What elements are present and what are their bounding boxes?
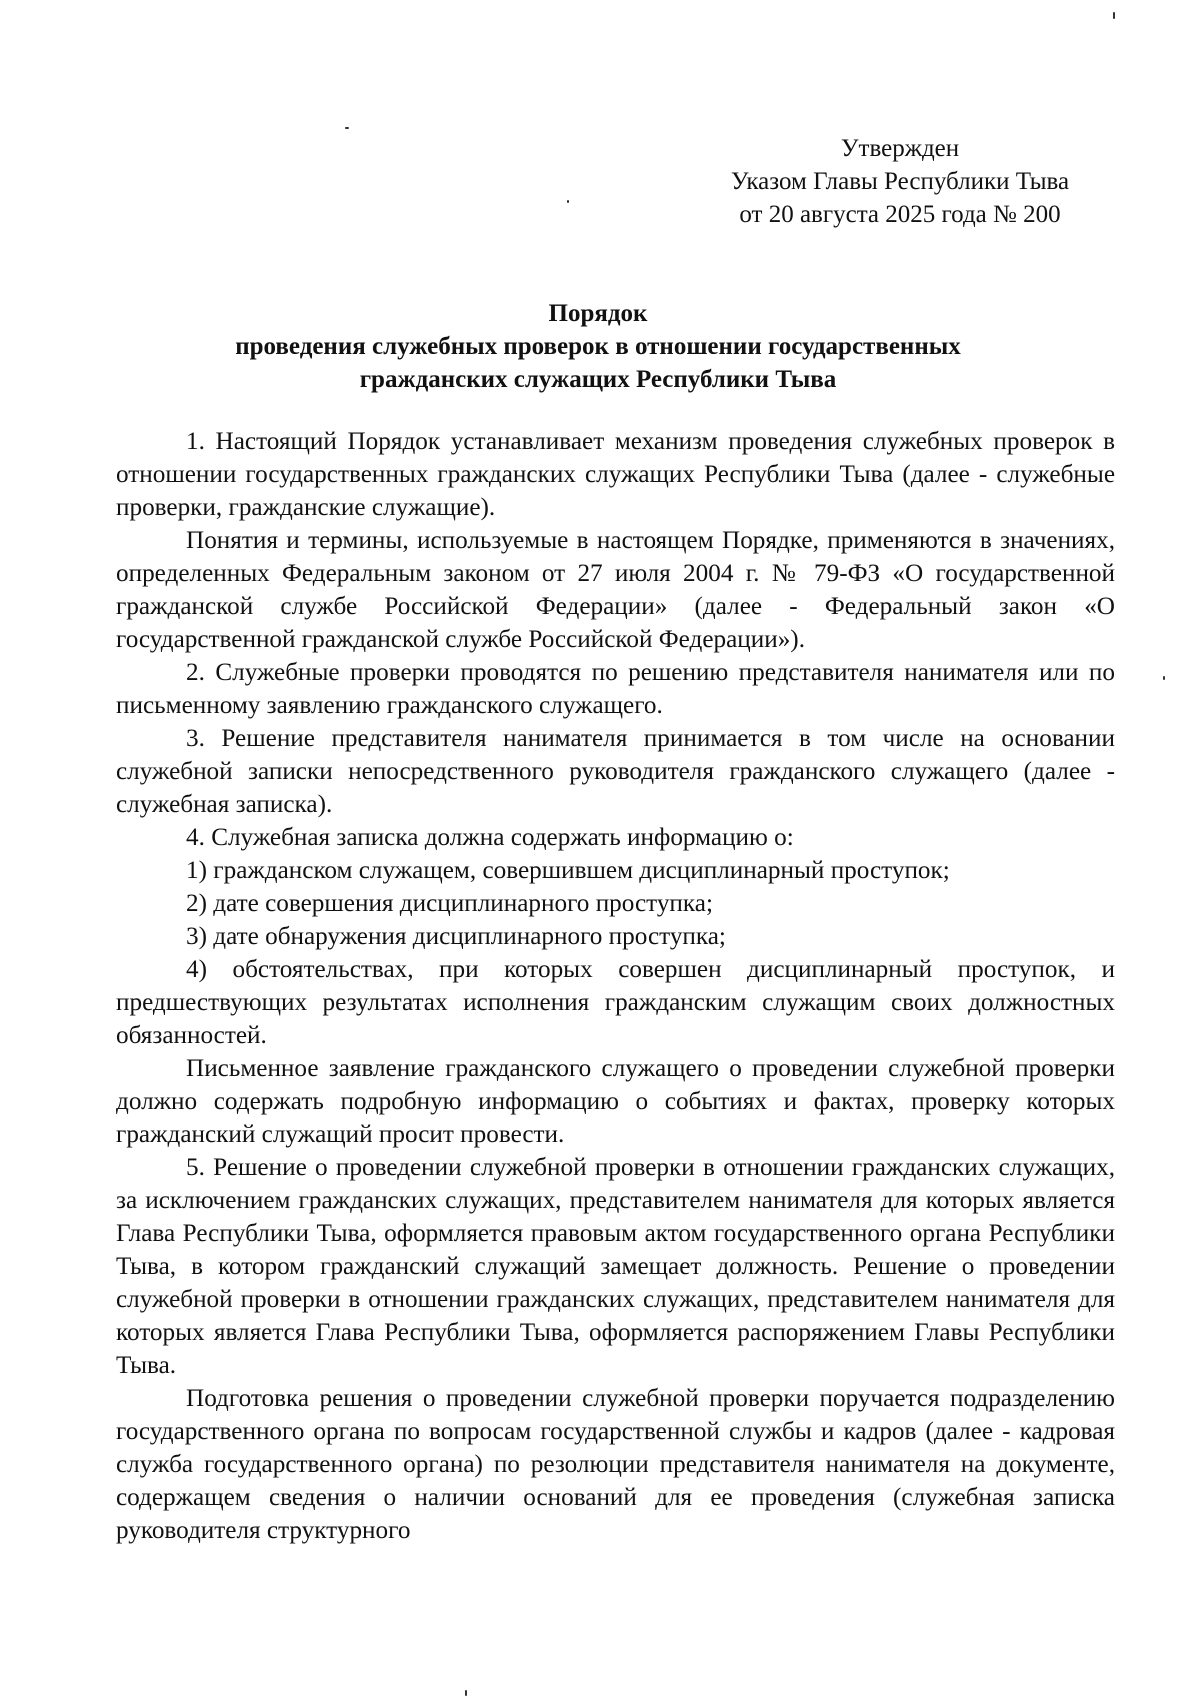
- paragraph-4: 3. Решение представителя нанимателя принимается в том числе на основании служебной записки непосредственного руководителя гражданского служащего (далее - служебная записка).: [116, 725, 1115, 818]
- list-item-3: 3) дате обнаружения дисциплинарного проступка;: [186, 923, 726, 950]
- approval-line-1: Утвержден: [840, 135, 960, 162]
- paragraph-7: 5. Решение о проведении служебной проверки в отношении гражданских служащих, за исключением гражданских служащих, представителем нанимателя для которых является Глава Республики Тыва, оформляется правовым актом государственного органа Республики Тыва, в котором гражданский служащий замещает должность. Решение о проведении служебной проверки в отношении гражданских служащих, представителем нанимателя для которых является Глава Республики Тыва, оформляется распоряжением Главы Республики Тыва.: [116, 1154, 1115, 1379]
- paragraph-1: 1. Настоящий Порядок устанавливает механизм проведения служебных проверок в отношении государственных гражданских служащих Республики Тыва (далее - служебные проверки, гражданские служащие).: [116, 428, 1115, 521]
- paragraph-6: Письменное заявление гражданского служащего о проведении служебной проверки должно содержать подробную информацию о событиях и фактах, проверку которых гражданский служащий просит провести.: [116, 1055, 1115, 1148]
- list-item-4: 4) обстоятельствах, при которых совершен дисциплинарный проступок, и предшествующих результатах исполнения гражданским служащим своих должностных обязанностей.: [116, 956, 1115, 1049]
- list-item-2: 2) дате совершения дисциплинарного проступка;: [186, 890, 713, 917]
- scan-speck: [567, 200, 569, 203]
- scan-speck: [1113, 12, 1115, 19]
- approval-line-3: от 20 августа 2025 года № 200: [739, 201, 1061, 228]
- paragraph-3: 2. Служебные проверки проводятся по решению представителя нанимателя или по письменному заявлению гражданского служащего.: [116, 659, 1115, 719]
- paragraph-5: 4. Служебная записка должна содержать информацию о:: [186, 824, 794, 851]
- paragraph-2: Понятия и термины, используемые в настоящем Порядке, применяются в значениях, определенных Федеральным законом от 27 июля 2004 г. № 79-ФЗ «О государственной гражданской службе Российской Федерации» (далее - Федеральный закон «О государственной гражданской службе Российской Федерации»).: [116, 527, 1115, 653]
- list-item-1: 1) гражданском служащем, совершившем дисциплинарный проступок;: [186, 857, 950, 884]
- title-line-3: гражданских служащих Республики Тыва: [359, 366, 837, 393]
- document-body: [116, 425, 1115, 1547]
- title-line-2: проведения служебных проверок в отношении государственных: [235, 333, 961, 360]
- document-title: [116, 297, 1080, 396]
- approval-stamp: [700, 132, 1100, 231]
- scan-speck: [345, 127, 349, 129]
- title-line-1: Порядок: [548, 300, 648, 327]
- scan-speck: [465, 1690, 467, 1696]
- approval-line-2: Указом Главы Республики Тыва: [730, 168, 1070, 195]
- scan-speck: [1163, 676, 1165, 680]
- paragraph-8: Подготовка решения о проведении служебной проверки поручается подразделению государственного органа по вопросам государственной службы и кадров (далее - кадровая служба государственного органа) по резолюции представителя нанимателя на документе, содержащем сведения о наличии оснований для ее проведения (служебная записка руководителя структурного: [116, 1385, 1115, 1544]
